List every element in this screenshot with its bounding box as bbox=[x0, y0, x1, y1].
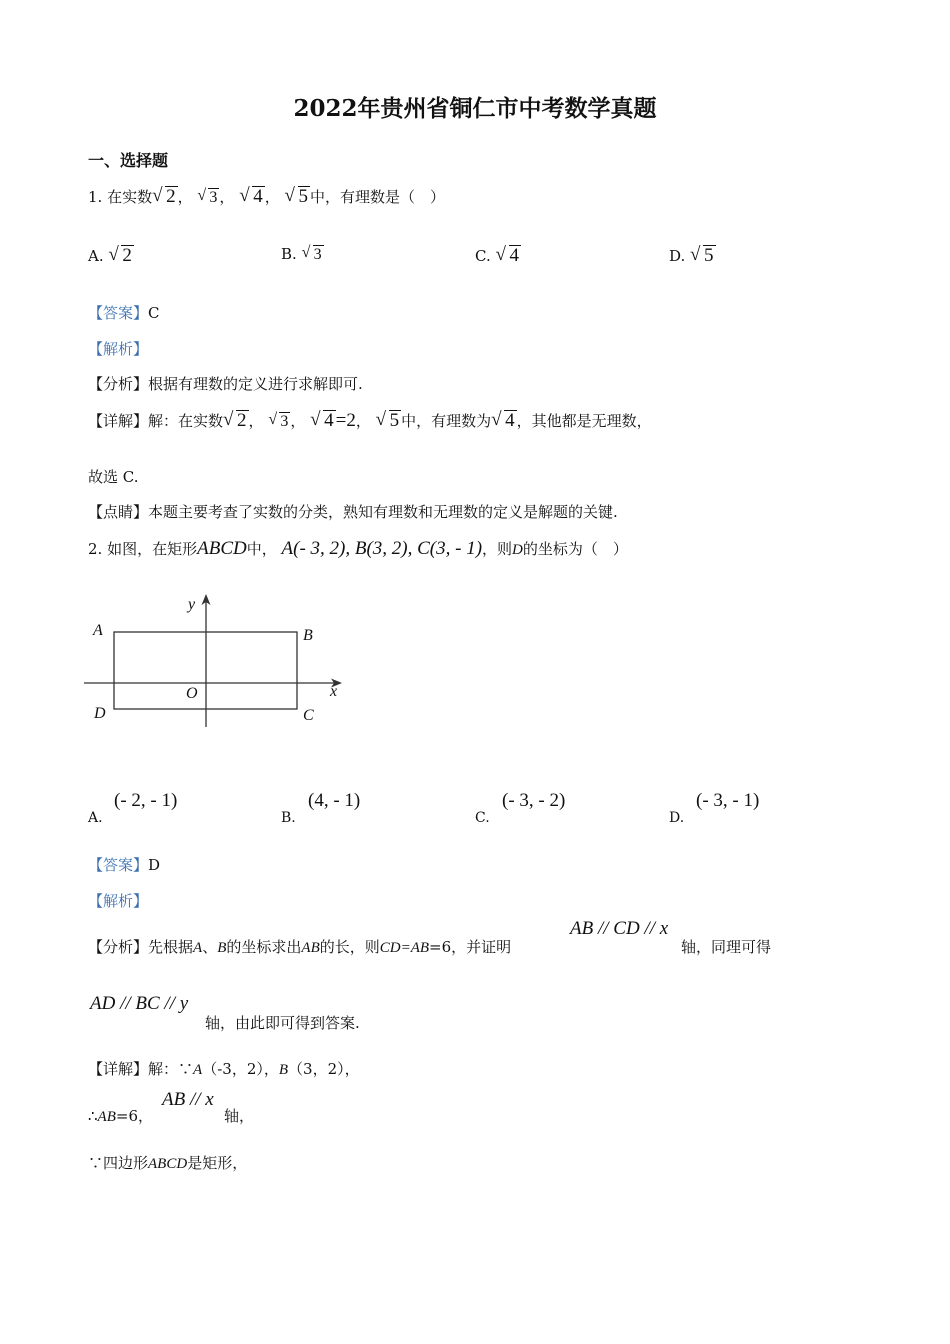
sqrt-3: √ 3 bbox=[197, 188, 219, 207]
q1-guxuan: 故选 C. bbox=[88, 468, 139, 486]
q2-xiangjie-line1: 【详解】解：∵A（-3，2），B（3，2）， bbox=[88, 1060, 360, 1078]
q2-analysis-tag: 【解析】 bbox=[88, 892, 149, 910]
sqrt-2: √ 2 bbox=[152, 186, 178, 208]
q2-xiangjie-line2: ∴AB=6， bbox=[88, 1107, 153, 1125]
vertex-c-label: C bbox=[303, 707, 314, 724]
coordinate-figure bbox=[84, 588, 354, 733]
q1-fenxi: 【分析】根据有理数的定义进行求解即可. bbox=[88, 375, 363, 393]
q2-fenxi-line1: 【分析】先根据A、B的坐标求出AB的长，则CD=AB=6，并证明 bbox=[88, 938, 512, 956]
q1-answer: 【答案】C bbox=[88, 304, 160, 322]
q2-parallel-3: AB // x bbox=[162, 1089, 214, 1110]
q2-stem: 2. 如图，在矩形ABCD中， A(- 3, 2), B(3, 2), C(3, - 1)，则D的坐标为（ ） bbox=[88, 538, 628, 559]
sqrt-4: √ 4 bbox=[239, 186, 265, 208]
page-title: 2022年贵州省铜仁市中考数学真题 bbox=[293, 95, 657, 122]
section-heading: 一、选择题 bbox=[88, 151, 169, 170]
sqrt-5: √ 5 bbox=[285, 186, 311, 208]
origin-label: O bbox=[186, 685, 198, 702]
q1-option-d: D. √ 5 bbox=[669, 245, 716, 267]
q2-xiangjie-line3: ∵四边形ABCD是矩形， bbox=[88, 1154, 248, 1172]
q2-answer: 【答案】D bbox=[88, 856, 161, 874]
q2-parallel-1: AB // CD // x bbox=[570, 918, 669, 939]
vertex-a-label: A bbox=[93, 622, 103, 639]
q1-option-b: B. √ 3 bbox=[281, 245, 324, 264]
q2-parallel-2: AD // BC // y bbox=[90, 993, 189, 1014]
x-axis-label: x bbox=[330, 683, 338, 700]
vertex-b-label: B bbox=[303, 627, 313, 644]
vertex-d-label: D bbox=[94, 705, 106, 722]
q1-dianjing: 【点睛】本题主要考查了实数的分类，熟知有理数和无理数的定义是解题的关键. bbox=[88, 503, 618, 521]
q1-stem: 1. 在实数√ 2 ， √ 3 ， √ 4 ， √ 5 中，有理数是（ ） bbox=[88, 186, 445, 208]
q1-option-c: C. √ 4 bbox=[475, 245, 521, 267]
q2-fenxi-line1-end: 轴，同理可得 bbox=[681, 938, 772, 956]
q2-fenxi-line2: 轴，由此即可得到答案. bbox=[205, 1014, 360, 1032]
q1-xiangjie: 【详解】解：在实数√ 2 ， √ 3 ， √ 4 =2， √ 5 中，有理数为√ 4 ，其他都是无理数， bbox=[88, 410, 652, 432]
y-axis-label: y bbox=[188, 596, 196, 613]
q1-option-a: A. √ 2 bbox=[88, 245, 134, 267]
q1-analysis-tag: 【解析】 bbox=[88, 340, 149, 358]
q2-xiangjie-line2-end: 轴， bbox=[224, 1107, 255, 1125]
